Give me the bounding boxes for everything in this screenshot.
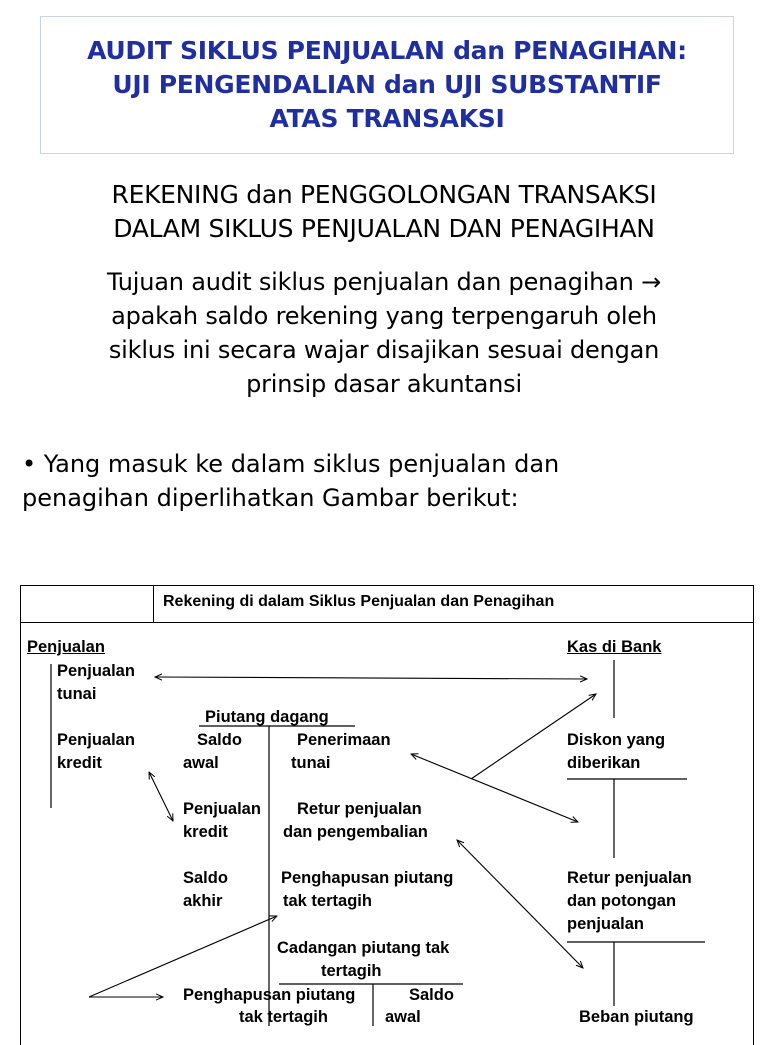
diskon-line-1: Diskon yang [567,731,666,749]
intro-line-2: apakah saldo rekening yang terpengaruh oleh [111,302,657,330]
section-heading-line-2: DALAM SIKLUS PENJUALAN DAN PENAGIHAN [113,214,655,243]
cadangan-account-line-1: Cadangan piutang tak [277,939,450,957]
title-line-2: UJI PENGENDALIAN dan UJI SUBSTANTIF [112,70,662,99]
piutang-penjualan-2: kredit [183,823,228,841]
accounts-diagram [20,585,754,1045]
penjualan-kredit-line-1: Penjualan [57,731,135,749]
piutang-penerimaan-1: Penerimaan [297,731,391,749]
retur-potongan-line-3: penjualan [567,915,645,933]
piutang-penerimaan-2: tunai [291,754,331,772]
diagram-title: Rekening di dalam Siklus Penjualan dan Penagihan [163,593,555,610]
piutang-saldo-akhir-1: Saldo [183,869,228,887]
penjualan-tunai-line-2: tunai [57,685,97,703]
arrow-kredit-piutang [149,772,173,821]
piutang-saldo-awal-1: Saldo [197,731,242,749]
retur-potongan-line-1: Retur penjualan [567,869,692,887]
bullet-line-2: penagihan diperlihatkan Gambar berikut: [22,484,519,512]
penjualan-kredit-line-2: kredit [57,754,102,772]
piutang-saldo-awal-2: awal [183,754,219,772]
cadangan-saldo-1: Saldo [409,986,454,1004]
beban-line-1: Beban piutang [579,1008,694,1026]
cadangan-hapus-1: Penghapusan piutang [183,986,356,1004]
piutang-hapus-2: tak tertagih [283,892,372,910]
cadangan-hapus-2: tak tertagih [239,1008,328,1026]
intro-line-1: Tujuan audit siklus penjualan dan penagihan → [106,268,662,296]
intro-line-3: siklus ini secara wajar disajikan sesuai dengan [108,336,660,364]
piutang-retur-2: dan pengembalian [283,823,428,841]
section-heading-line-1: REKENING dan PENGGOLONGAN TRANSAKSI [111,180,657,209]
piutang-saldo-akhir-2: akhir [183,892,223,910]
title-line-3: ATAS TRANSAKSI [269,104,505,133]
piutang-penjualan-1: Penjualan [183,800,261,818]
penjualan-tunai-line-1: Penjualan [57,662,135,680]
penjualan-account-label: Penjualan [27,638,105,656]
cadangan-account-line-2: tertagih [321,962,382,980]
retur-potongan-line-2: dan potongan [567,892,677,910]
bullet-line-1: • Yang masuk ke dalam siklus penjualan dan [22,450,560,478]
piutang-retur-1: Retur penjualan [297,800,422,818]
kas-account-label: Kas di Bank [567,638,662,656]
intro-line-4: prinsip dasar akuntansi [246,370,522,398]
piutang-account-label: Piutang dagang [205,708,329,726]
arrow-retur-returpenjualan [457,840,583,968]
title-box [40,16,734,154]
arrow-penerimaan-diskon [411,754,578,822]
title-line-1: AUDIT SIKLUS PENJUALAN dan PENAGIHAN: [87,36,687,65]
arrow-tunai-kas [155,677,587,679]
cadangan-saldo-2: awal [385,1008,421,1026]
diskon-line-2: diberikan [567,754,641,772]
piutang-hapus-1: Penghapusan piutang [281,869,454,887]
